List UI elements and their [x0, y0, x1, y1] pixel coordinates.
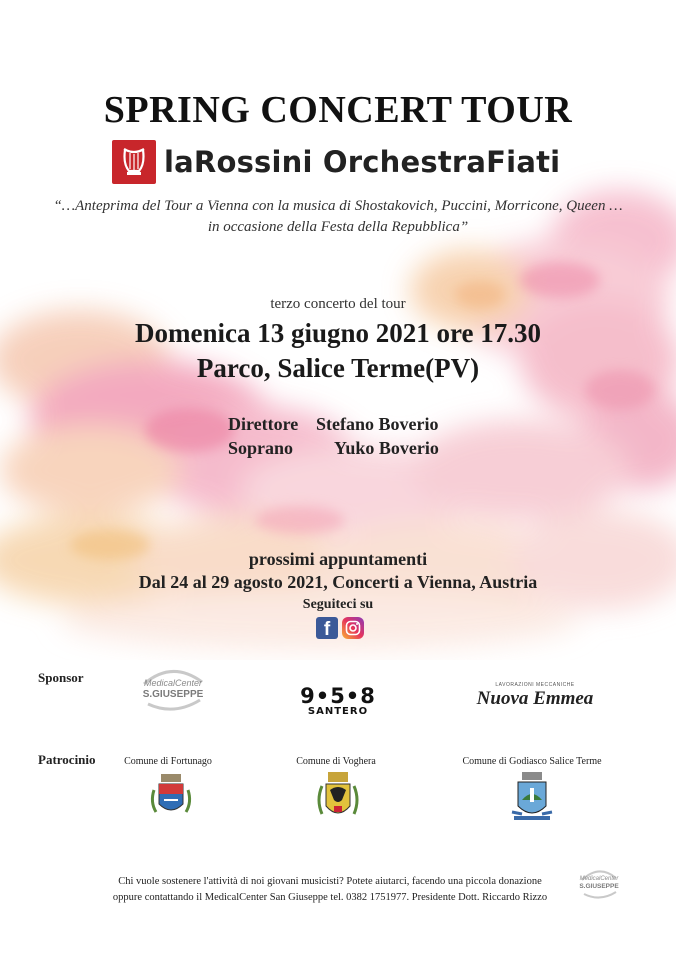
- patrocinio-label: Patrocinio: [38, 752, 96, 767]
- social-links: [316, 617, 364, 639]
- next-detail: Dal 24 al 29 agosto 2021, Concerti a Vienna, Austria: [138, 572, 538, 592]
- role-direttore: Direttore: [228, 414, 299, 434]
- next-heading: prossimi appuntamenti: [248, 549, 428, 569]
- role-soprano: Soprano: [228, 438, 294, 458]
- footer-badge-top: MedicalCenter: [579, 876, 619, 882]
- orchestra-logo-icon: [112, 140, 156, 184]
- footer-badge-bottom: S.GIUSEPPE: [579, 883, 619, 890]
- nuova-emmea-name: Nuova Emmea: [476, 688, 594, 709]
- footer-text: [80, 874, 580, 906]
- nuova-emmea-subtitle: LAVORAZIONI MECCANICHE: [495, 682, 575, 688]
- name-soprano: Yuko Boverio: [334, 438, 439, 458]
- medicalcenter-logo: [134, 664, 212, 712]
- follow-label: Seguiteci su: [302, 597, 374, 612]
- name-direttore: Stefano Boverio: [316, 414, 439, 434]
- nuova-emmea-logo: [468, 682, 602, 710]
- comune-fortunago-label: Comune di Fortunago: [124, 756, 212, 767]
- voghera-crest-icon: [314, 770, 362, 828]
- quote-line-2: in occasione della Festa della Repubblica”: [207, 219, 469, 235]
- godiasco-crest-icon: [508, 770, 556, 828]
- poster-title: SPRING CONCERT TOUR: [103, 89, 573, 131]
- footer-medicalcenter-badge: [576, 866, 622, 900]
- santero-number: 9•5•8: [300, 684, 376, 708]
- fortunago-crest-icon: [146, 772, 196, 828]
- orchestra-name: laRossini OrchestraFiati: [164, 145, 561, 179]
- tour-note: terzo concerto del tour: [270, 296, 406, 312]
- sponsor-label: Sponsor: [38, 670, 84, 685]
- footer-line-1: Chi vuole sostenere l'attività di noi giovani musicisti? Potete aiutarci, facendo una piccola donazione: [118, 876, 542, 887]
- medicalcenter-top-text: MedicalCenter: [143, 678, 203, 688]
- santero-logo: [290, 684, 386, 717]
- santero-name: SANTERO: [307, 706, 369, 717]
- medicalcenter-bottom-text: S.GIUSEPPE: [142, 689, 204, 700]
- tour-quote: [0, 196, 676, 238]
- comune-voghera-label: Comune di Voghera: [296, 756, 376, 767]
- facebook-icon[interactable]: f: [316, 617, 338, 639]
- concert-place: Parco, Salice Terme(PV): [196, 353, 480, 383]
- orchestra-brand: [112, 140, 560, 184]
- comune-godiasco-label: Comune di Godiasco Salice Terme: [462, 756, 602, 767]
- medicalcenter-mark-icon: [134, 664, 212, 712]
- concert-date: Domenica 13 giugno 2021 ore 17.30: [135, 318, 541, 348]
- instagram-icon[interactable]: [342, 617, 364, 639]
- quote-line-1: “…Anteprima del Tour a Vienna con la musica di Shostakovich, Puccini, Morricone, Queen …: [53, 198, 623, 214]
- footer-line-2: oppure contattando il MedicalCenter San Giuseppe tel. 0382 1751977. Presidente Dott. Riccardo Rizzo: [112, 892, 548, 903]
